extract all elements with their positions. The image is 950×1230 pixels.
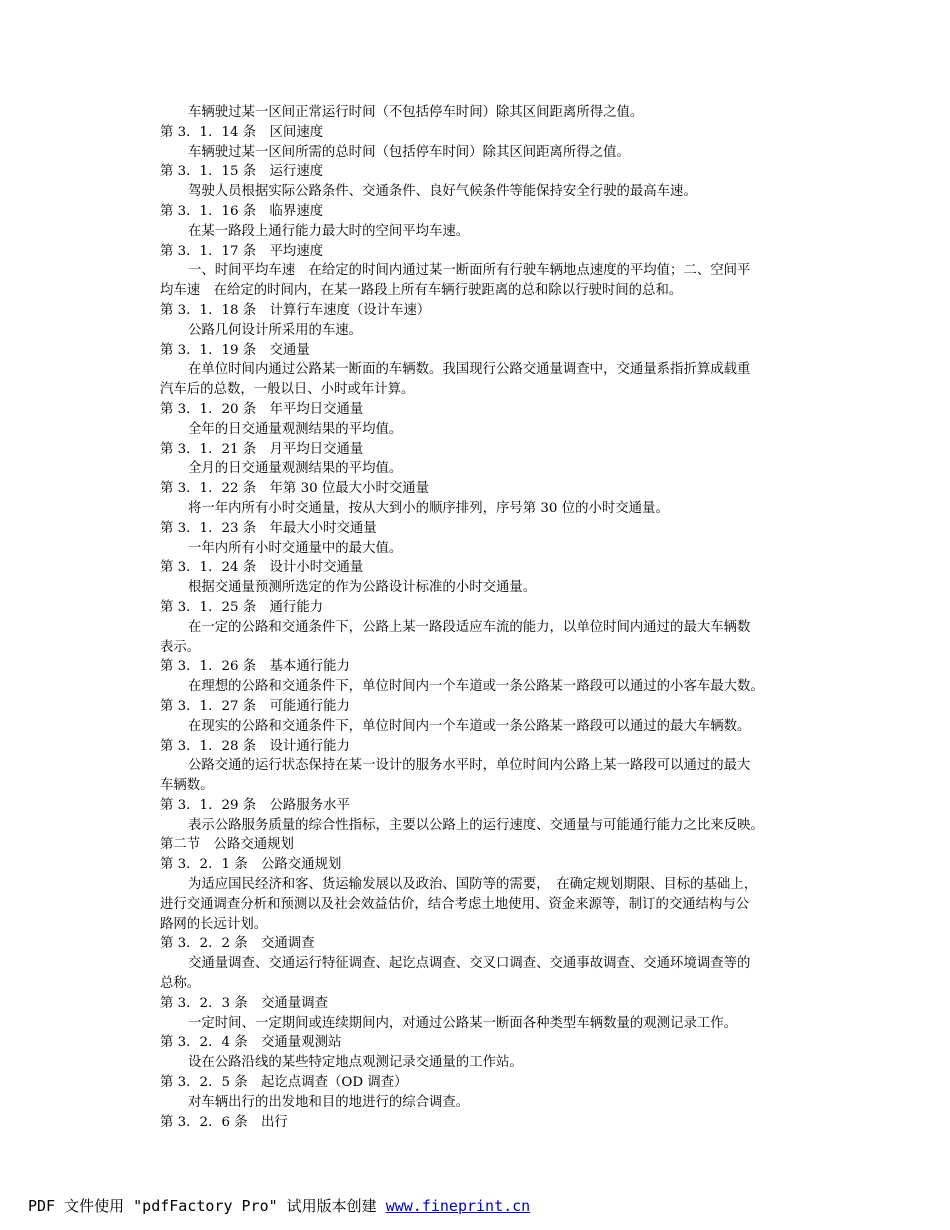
clause-text: 一定时间、一定期间或连续期间内，对通过公路某一断面各种类型车辆数量的观测记录工作。 bbox=[188, 1015, 738, 1031]
clause-text: 表示。 bbox=[160, 639, 201, 655]
clause-text: 车辆驶过某一区间所需的总时间（包括停车时间）除其区间距离所得之值。 bbox=[188, 144, 630, 160]
clause-text: 在理想的公路和交通条件下，单位时间内一个车道或一条公路某一路段可以通过的小客车最大数。 bbox=[188, 679, 764, 695]
clause-text: 全月的日交通量观测结果的平均值。 bbox=[188, 461, 403, 477]
clause-text: 驾驶人员根据实际公路条件、交通条件、良好气候条件等能保持安全行驶的最高车速。 bbox=[188, 184, 697, 200]
clause-heading: 第 3．1．17 条 平均速度 bbox=[160, 243, 324, 259]
clause-heading: 第二节 公路交通规划 bbox=[160, 837, 294, 853]
clause-heading: 第 3．1．22 条 年第 30 位最大小时交通量 bbox=[160, 481, 430, 497]
clause-text: 车辆驶过某一区间正常运行时间（不包括停车时间）除其区间距离所得之值。 bbox=[188, 105, 644, 120]
clause-text: 汽车后的总数，一般以日、小时或年计算。 bbox=[160, 382, 415, 398]
clause-heading: 第 3．2．5 条 起讫点调查（OD 调查） bbox=[160, 1075, 408, 1091]
clause-heading: 第 3．1．28 条 设计通行能力 bbox=[160, 738, 350, 754]
clause-heading: 第 3．2．3 条 交通量调查 bbox=[160, 995, 328, 1011]
clause-text: 为适应国民经济和客、货运输发展以及政治、国防等的需要， 在确定规划期限、目标的基础上， bbox=[188, 877, 758, 893]
clause-heading: 第 3．1．25 条 通行能力 bbox=[160, 599, 324, 615]
clause-text: 一年内所有小时交通量中的最大值。 bbox=[188, 540, 403, 556]
clause-heading: 第 3．1．18 条 计算行车速度（设计车速） bbox=[160, 302, 431, 318]
clause-text: 根据交通量预测所选定的作为公路设计标准的小时交通量。 bbox=[188, 580, 537, 596]
clause-heading: 第 3．1．27 条 可能通行能力 bbox=[160, 698, 350, 714]
clause-text: 交通量调查、交通运行特征调查、起讫点调查、交叉口调查、交通事故调查、交通环境调查等的 bbox=[188, 956, 751, 972]
clause-text: 设在公路沿线的某些特定地点观测记录交通量的工作站。 bbox=[188, 1055, 523, 1071]
clause-heading: 第 3．1．14 条 区间速度 bbox=[160, 124, 324, 140]
clause-text: 进行交通调查分析和预测以及社会效益估价，结合考虑土地使用、资金来源等，制订的交通结构与公 bbox=[160, 896, 750, 912]
fineprint-link[interactable]: www.fineprint.cn bbox=[385, 1197, 531, 1215]
clause-text: 将一年内所有小时交通量，按从大到小的顺序排列，序号第 30 位的小时交通量。 bbox=[188, 500, 669, 516]
clause-heading: 第 3．1．19 条 交通量 bbox=[160, 342, 310, 358]
clause-heading: 第 3．2．2 条 交通调查 bbox=[160, 936, 315, 952]
clause-heading: 第 3．2．6 条 出行 bbox=[160, 1114, 288, 1130]
clause-heading: 第 3．1．24 条 设计小时交通量 bbox=[160, 560, 364, 576]
clause-heading: 第 3．1．26 条 基本通行能力 bbox=[160, 659, 350, 675]
clause-text: 在某一路段上通行能力最大时的空间平均车速。 bbox=[188, 223, 470, 239]
clause-heading: 第 3．1．23 条 年最大小时交通量 bbox=[160, 520, 377, 536]
clause-heading: 第 3．2．1 条 公路交通规划 bbox=[160, 857, 342, 873]
clause-text: 一、时间平均车速 在给定的时间内通过某一断面所有行驶车辆地点速度的平均值；二、空间平 bbox=[188, 263, 751, 279]
clause-text: 公路交通的运行状态保持在某一设计的服务水平时，单位时间内公路上某一路段可以通过的最大 bbox=[188, 758, 751, 774]
clause-text: 在一定的公路和交通条件下，公路上某一路段适应车流的能力，以单位时间内通过的最大车辆数 bbox=[188, 619, 751, 635]
clause-heading: 第 3．1．15 条 运行速度 bbox=[160, 164, 324, 180]
footer-text: PDF 文件使用 "pdfFactory Pro" 试用版本创建 bbox=[28, 1197, 386, 1215]
clause-heading: 第 3．1．29 条 公路服务水平 bbox=[160, 797, 350, 813]
clause-heading: 第 3．2．4 条 交通量观测站 bbox=[160, 1035, 342, 1051]
clause-text: 路网的长远计划。 bbox=[160, 916, 268, 932]
clause-text: 在单位时间内通过公路某一断面的车辆数。我国现行公路交通量调查中，交通量系指折算成载重 bbox=[188, 362, 751, 378]
document-body bbox=[160, 103, 840, 1132]
clause-heading: 第 3．1．20 条 年平均日交通量 bbox=[160, 401, 364, 417]
clause-text: 表示公路服务质量的综合性指标，主要以公路上的运行速度、交通量与可能通行能力之比来反映。 bbox=[188, 817, 764, 833]
clause-heading: 第 3．1．16 条 临界速度 bbox=[160, 203, 324, 219]
clause-text: 公路几何设计所采用的车速。 bbox=[188, 322, 363, 338]
pdf-footer bbox=[28, 1195, 530, 1216]
clause-text: 全年的日交通量观测结果的平均值。 bbox=[188, 421, 403, 437]
clause-heading: 第 3．1．21 条 月平均日交通量 bbox=[160, 441, 364, 457]
clause-text: 在现实的公路和交通条件下，单位时间内一个车道或一条公路某一路段可以通过的最大车辆数。 bbox=[188, 718, 751, 734]
clause-text: 对车辆出行的出发地和目的地进行的综合调查。 bbox=[188, 1094, 470, 1110]
clause-text: 总称。 bbox=[160, 976, 201, 992]
clause-text: 车辆数。 bbox=[160, 778, 214, 794]
clause-text: 均车速 在给定的时间内，在某一路段上所有车辆行驶距离的总和除以行驶时间的总和。 bbox=[160, 283, 683, 299]
